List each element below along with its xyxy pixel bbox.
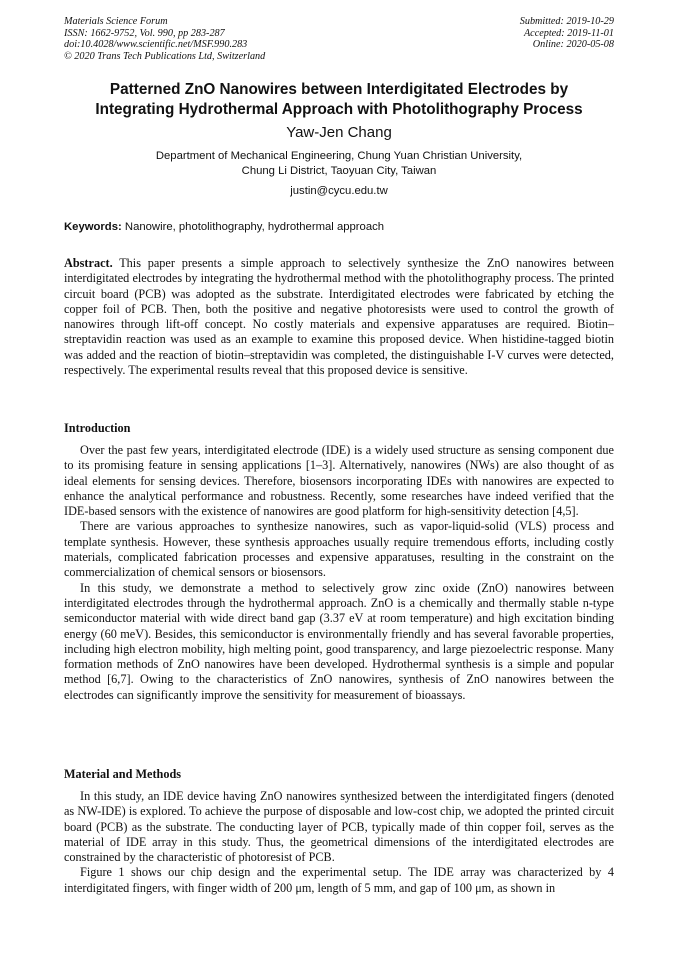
introduction-heading: Introduction bbox=[64, 421, 131, 435]
affiliation-line-1: Department of Mechanical Engineering, Chung Yuan Christian University, bbox=[155, 150, 523, 162]
abstract-label: Abstract. bbox=[64, 256, 113, 270]
doi-line: doi:10.4028/www.scientific.net/MSF.990.283 bbox=[64, 39, 248, 51]
abstract-text: This paper presents a simple approach to selectively synthesize the ZnO nanowires between interdigitated electrodes by integrating the hydrothermal method with the photolithography process. The printed circuit board (PCB) was adopted as the substrate. Interdigitated electrodes were fabricated by etching the copper foil of PCB. Then, both the positive and negative photoresists were used to control the growth of nanowires through lift-off concept. No costly materials and expensive apparatuses are required. Biotin–streptavidin reaction was used as an example to examine this proposed device. When histidine-tagged biotin was added and the reaction of biotin–streptavidin was completed, the distinguishable I-V curves were detected, respectively. The experimental results reveal that this proposed device is sensitive. bbox=[64, 256, 614, 378]
keywords bbox=[64, 221, 614, 233]
author-email: justin@cycu.edu.tw bbox=[290, 185, 388, 197]
abstract bbox=[64, 256, 614, 378]
methods-heading: Material and Methods bbox=[64, 767, 182, 781]
submitted-date: Submitted: 2019-10-29 bbox=[519, 16, 614, 27]
accepted-date: Accepted: 2019-11-01 bbox=[523, 27, 614, 39]
introduction-body bbox=[64, 443, 614, 703]
paragraph: There are various approaches to synthesize nanowires, such as vapor-liquid-solid (VLS) process and template synthesis. However, these synthesis approaches usually require tremendous efforts, including costly materials, complicated fabrication processes and expensive apparatuses, resulting in the constraint on the commercialization of chemical sensors or biosensors. bbox=[64, 519, 614, 580]
keywords-label: Keywords: bbox=[64, 221, 122, 233]
paragraph: Figure 1 shows our chip design and the experimental setup. The IDE array was characterized by 4 interdigitated fingers, with finger width of 200 μm, length of 5 mm, and gap of 100 μm, as shown in bbox=[64, 865, 614, 895]
author-name: Yaw-Jen Chang bbox=[286, 124, 392, 141]
paragraph: Over the past few years, interdigitated electrode (IDE) is a widely used structure as sensing component due to its promising feature in sensing applications [1–3]. Alternatively, nanowires (NWs) are also thought of as ideal elements for sensing devices. Therefore, biosensors incorporating IDEs with nanowires are expected to enhance the analytical performance and robustness. Recently, some researches have indeed verified that the IDE-based sensors with the existence of nanowires are good platform for high-sensitivity detection [4,5]. bbox=[64, 443, 614, 519]
affiliation-line-2: Chung Li District, Taoyuan City, Taiwan bbox=[241, 165, 437, 177]
journal-header bbox=[64, 16, 265, 62]
copyright-line: © 2020 Trans Tech Publications Ltd, Switzerland bbox=[64, 50, 266, 62]
methods-body bbox=[64, 789, 614, 896]
title-line-2: Integrating Hydrothermal Approach with Photolithography Process bbox=[95, 101, 583, 118]
title-line-1: Patterned ZnO Nanowires between Interdigitated Electrodes by bbox=[109, 81, 569, 98]
online-date: Online: 2020-05-08 bbox=[532, 39, 614, 51]
affiliation bbox=[40, 149, 638, 179]
paragraph: In this study, we demonstrate a method to selectively grow zinc oxide (ZnO) nanowires between interdigitated electrodes through the hydrothermal approach. ZnO is a chemically and thermally stable n-type semiconductor material with wide direct band gap (3.37 eV at room temperature) and high excitation binding energy (60 meV). Besides, this semiconductor is environmentally friendly and has several favorable properties, including high electron mobility, high melting point, good transparency, and large piezoelectric response. Many formation methods of ZnO nanowires have been developed. Hydrothermal synthesis is a simple and popular method [6,7]. Owing to the characteristics of ZnO nanowires, synthesis of ZnO nanowires between the electrodes can significantly improve the sensitivity for measurement of bioassays. bbox=[64, 580, 614, 702]
dates-header bbox=[520, 16, 614, 51]
keywords-text: Nanowire, photolithography, hydrothermal approach bbox=[124, 221, 385, 233]
issn-line: ISSN: 1662-9752, Vol. 990, pp 283-287 bbox=[64, 27, 225, 39]
journal-name: Materials Science Forum bbox=[64, 16, 168, 27]
paper-title bbox=[40, 80, 638, 120]
paragraph: In this study, an IDE device having ZnO nanowires synthesized between the interdigitated fingers (denoted as NW-IDE) is explored. To achieve the purpose of disposable and low-cost chip, we adopted the printed circuit board (PCB) as the substrate. The conducting layer of PCB, typically made of thin copper foil, serves as the material of IDE array in this study. Thus, the geometrical dimensions of the interdigitated electrodes are constrained by the characteristic of photoresist of PCB. bbox=[64, 789, 614, 865]
